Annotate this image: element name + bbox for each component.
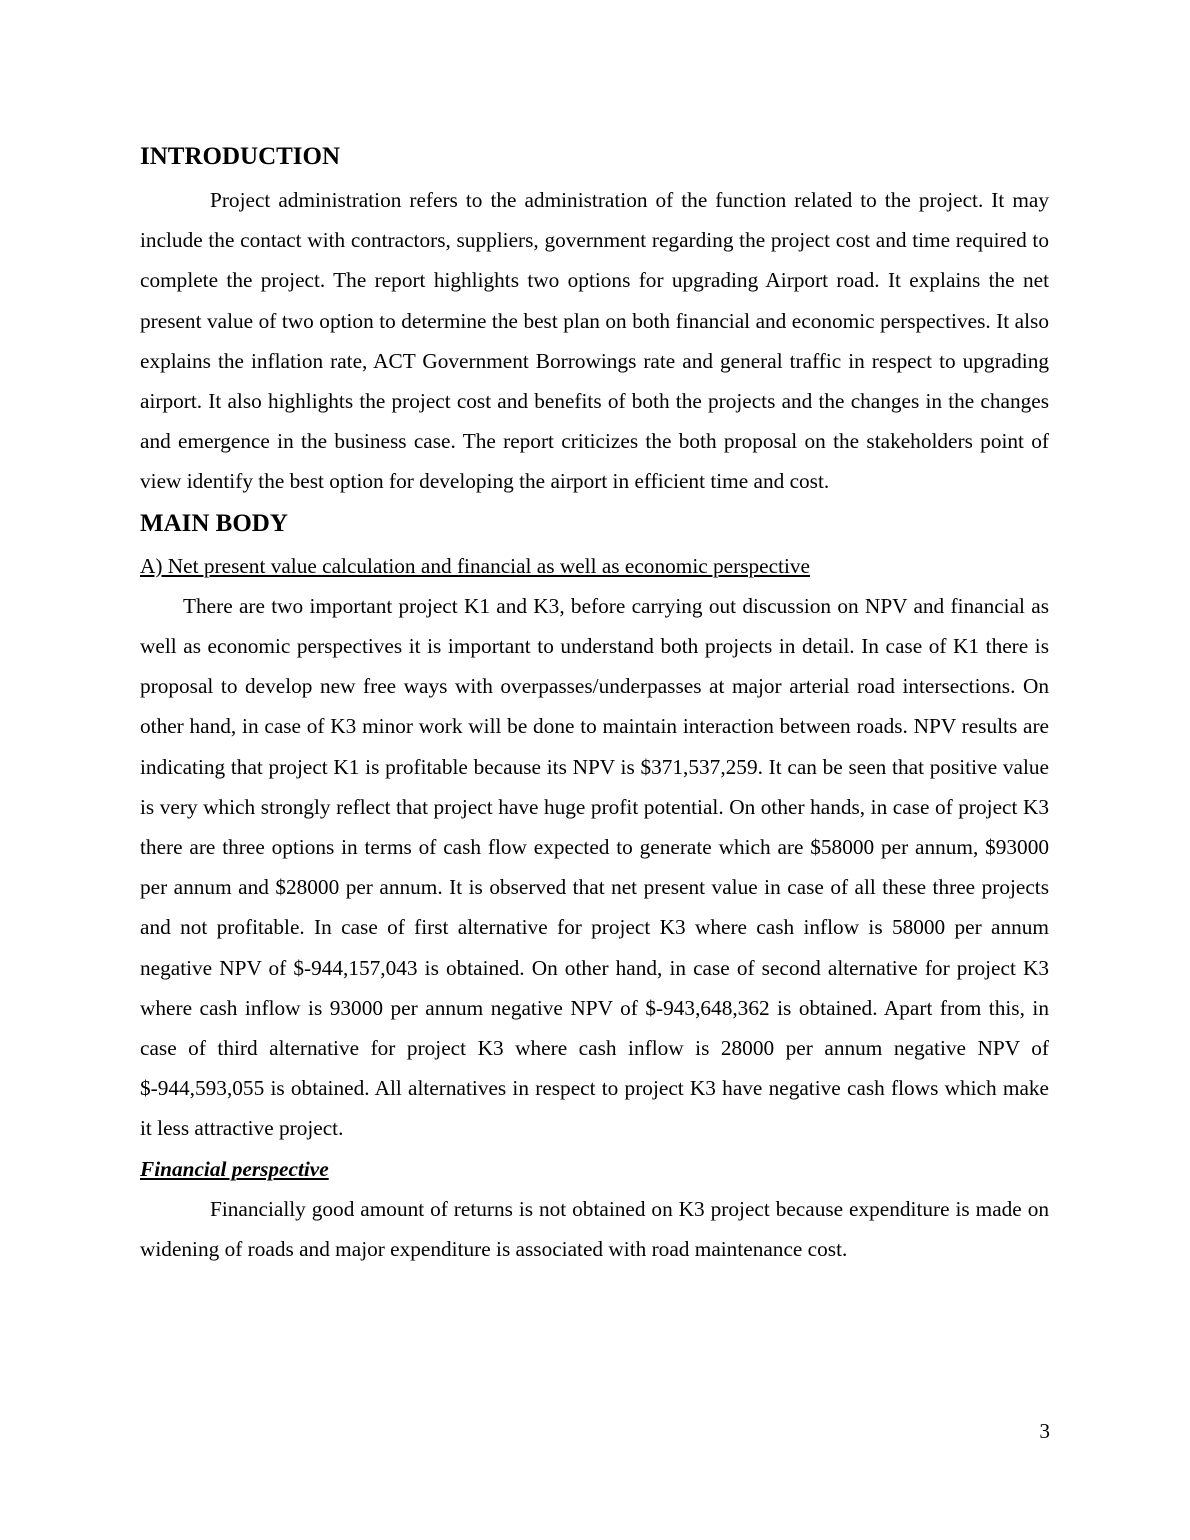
financial-perspective-heading: Financial perspective bbox=[140, 1156, 329, 1181]
main-body-heading: MAIN BODY bbox=[140, 509, 288, 537]
section-a-title: A) Net present value calculation and financial as well as economic perspective bbox=[140, 553, 810, 578]
financial-perspective-paragraph: Financially good amount of returns is not obtained on K3 project because expenditure is made on widening of roads and major expenditure is associated with road maintenance cost. bbox=[140, 1196, 1049, 1262]
section-a-paragraph: There are two important project K1 and K3, before carrying out discussion on NPV and financial as well as economic perspectives it is important to understand both projects in detail. In case of K1 there is proposal to develop new free ways with overpasses/underpasses at major arterial road intersections. On other hand, in case of K3 minor work will be done to maintain interaction between roads. NPV results are indicating that project K1 is profitable because its NPV is $371,537,259. It can be seen that positive value is very which strongly reflect that project have huge profit potential. On other hands, in case of project K3 there are three options in terms of cash flow expected to generate which are $58000 per annum, $93000 per annum and $28000 per annum. It is observed that net present value in case of all these three projects and not profitable. In case of first alternative for project K3 where cash inflow is 58000 per annum negative NPV of $-944,157,043 is obtained. On other hand, in case of second alternative for project K3 where cash inflow is 93000 per annum negative NPV of $-943,648,362 is obtained. Apart from this, in case of third alternative for project K3 where cash inflow is 28000 per annum negative NPV of $-944,593,055 is obtained. All alternatives in respect to project K3 have negative cash flows which make it less attractive project. bbox=[140, 593, 1049, 1141]
introduction-paragraph: Project administration refers to the administration of the function related to the project. It may include the contact with contractors, suppliers, government regarding the project cost and time required to complete the project. The report highlights two options for upgrading Airport road. It explains the net present value of two option to determine the best plan on both financial and economic perspectives. It also explains the inflation rate, ACT Government Borrowings rate and general traffic in respect to upgrading airport. It also highlights the project cost and benefits of both the projects and the changes in the changes and emergence in the business case. The report criticizes the both proposal on the stakeholders point of view identify the best option for developing the airport in efficient time and cost. bbox=[140, 188, 1049, 494]
introduction-heading: INTRODUCTION bbox=[140, 143, 341, 170]
page-number: 3 bbox=[1039, 1419, 1050, 1443]
page-content bbox=[140, 140, 1049, 1269]
